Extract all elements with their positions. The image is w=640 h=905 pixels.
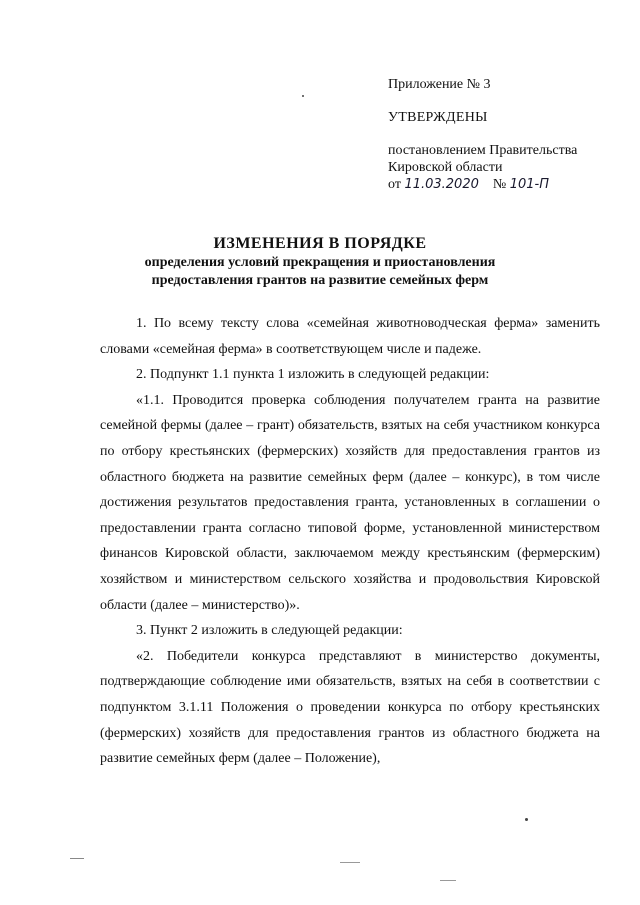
title-main: ИЗМЕНЕНИЯ В ПОРЯДКЕ <box>213 235 427 252</box>
approved-label: УТВЕРЖДЕНЫ <box>388 110 488 125</box>
paragraph-4: 3. Пункт 2 изложить в следующей редакции: <box>136 623 403 639</box>
region-line: Кировской области <box>388 160 503 175</box>
scan-speck <box>70 858 84 859</box>
resolution-line: постановлением Правительства <box>388 143 578 158</box>
document-body <box>100 311 600 772</box>
date-number-line <box>388 176 628 193</box>
number-prefix: № <box>492 177 507 192</box>
paragraph-5: «2. Победители конкурса представляют в министерство документы, подтверждающие соблюдение ими обязательств, взятых на себя в соответствии с подпунктом 3.1.11 Положения о проведении конкурса по отбору крестьянских (фермерских) хозяйств для предоставления грантов из областного бюджета на развитие семейных ферм (далее – Положение), <box>100 648 600 767</box>
date-prefix: от <box>388 177 401 192</box>
handwritten-number: 101-П <box>509 177 550 192</box>
paragraph-3: «1.1. Проводится проверка соблюдения получателем гранта на развитие семейной фермы (далее – грант) обязательств, взятых на себя участником конкурса по отбору крестьянских (фермерских) хозяйств для предоставления грантов из областного бюджета на развитие семейных ферм (далее – конкурс), в том числе достижения результатов предоставления гранта, установленных в соглашении о предоставлении гранта согласно типовой форме, установленной министерством финансов Кировской области, заключаемом между крестьянским (фермерским) хозяйством и министерством сельского хозяйства и продовольствия Кировской области (далее – министерство)». <box>100 392 600 613</box>
paragraph-2: 2. Подпункт 1.1 пункта 1 изложить в следующей редакции: <box>136 367 490 383</box>
appendix-label: Приложение № 3 <box>388 77 491 92</box>
title-sub-line-2: предоставления грантов на развитие семейных ферм <box>151 273 489 288</box>
scan-speck <box>340 862 360 863</box>
scan-speck <box>525 818 528 821</box>
scan-speck <box>302 95 304 97</box>
paragraph-1: 1. По всему тексту слова «семейная животноводческая ферма» заменить словами «семейная ферма» в соответствующем числе и падеже. <box>100 316 600 357</box>
title-sub-line-1: определения условий прекращения и приостановления <box>144 255 496 270</box>
approval-block <box>388 76 628 193</box>
document-title <box>130 234 510 290</box>
handwritten-date: 11.03.2020 <box>404 177 479 192</box>
scan-speck <box>440 880 456 881</box>
